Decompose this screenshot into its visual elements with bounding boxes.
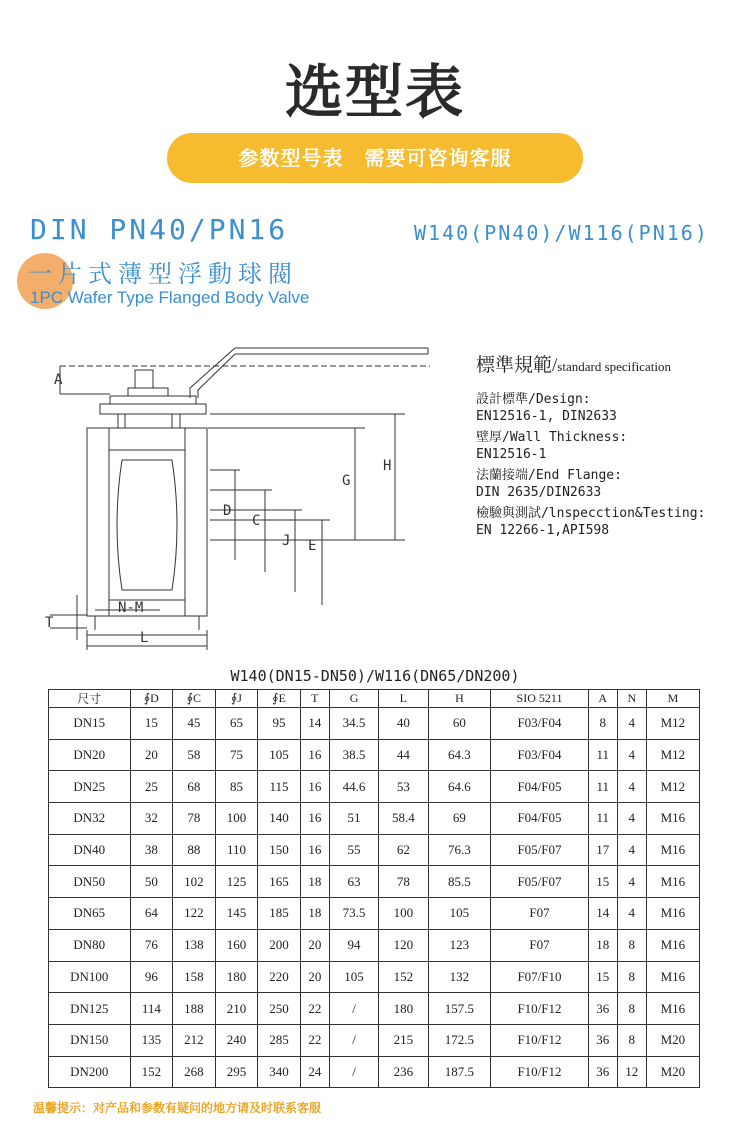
table-cell: 44.6 [329,771,378,803]
table-cell: 85 [215,771,258,803]
table-cell: 25 [130,771,173,803]
table-cell: F03/F04 [491,739,588,771]
table-cell: DN125 [49,993,131,1025]
table-cell: DN20 [49,739,131,771]
table-header-cell: T [300,690,329,708]
table-row [49,929,700,961]
table-cell: 122 [173,898,216,930]
table-header-cell: H [428,690,491,708]
table-cell: 152 [379,961,428,993]
table-cell: 187.5 [428,1056,491,1088]
table-cell: 20 [300,929,329,961]
table-row [49,993,700,1025]
table-cell: 4 [617,803,646,835]
table-cell: 53 [379,771,428,803]
table-cell: DN150 [49,1024,131,1056]
table-cell: 340 [258,1056,301,1088]
table-cell: 8 [617,961,646,993]
spec-label: 檢驗與測試/lnspecction&Testing: [476,506,706,521]
spec-item [476,429,746,463]
spec-value: EN12516-1, DIN2633 [476,409,617,424]
table-cell: 95 [258,708,301,740]
table-cell: 180 [215,961,258,993]
spec-item [476,391,746,425]
table-header-cell: ∮E [258,690,301,708]
table-cell: 210 [215,993,258,1025]
table-cell: 76.3 [428,834,491,866]
table-cell: / [329,1024,378,1056]
table-cell: 115 [258,771,301,803]
dim-label-d: D [223,503,232,519]
table-row [49,803,700,835]
table-cell: 12 [617,1056,646,1088]
dim-label-l: L [140,630,149,646]
table-cell: 16 [300,739,329,771]
table-cell: 4 [617,866,646,898]
table-cell: 16 [300,803,329,835]
table-cell: 8 [617,929,646,961]
dim-label-t: T [45,615,54,631]
table-cell: 152 [130,1056,173,1088]
table-header-cell: G [329,690,378,708]
table-cell: 4 [617,898,646,930]
table-cell: F04/F05 [491,803,588,835]
table-cell: 145 [215,898,258,930]
table-cell: 45 [173,708,216,740]
table-header-cell: N [617,690,646,708]
dim-label-h: H [383,458,392,474]
table-cell: 172.5 [428,1024,491,1056]
table-cell: 60 [428,708,491,740]
table-cell: 22 [300,1024,329,1056]
table-cell: 200 [258,929,301,961]
table-cell: 88 [173,834,216,866]
table-cell: 40 [379,708,428,740]
table-cell: DN25 [49,771,131,803]
table-cell: 4 [617,739,646,771]
spec-label: 法蘭接端/End Flange: [476,468,622,483]
table-row [49,1024,700,1056]
table-header-cell: 尺寸 [49,690,131,708]
table-cell: 132 [428,961,491,993]
table-cell: F03/F04 [491,708,588,740]
spec-item [476,467,746,501]
spec-value: EN 12266-1,API598 [476,523,610,538]
spec-label: 壁厚/Wall Thickness: [476,430,628,445]
table-cell: 64.3 [428,739,491,771]
table-cell: 158 [173,961,216,993]
table-cell: 11 [588,771,617,803]
table-cell: DN50 [49,866,131,898]
table-cell: 96 [130,961,173,993]
table-cell: 11 [588,739,617,771]
table-cell: / [329,1056,378,1088]
table-row [49,1056,700,1088]
table-cell: 64.6 [428,771,491,803]
table-cell: M12 [646,708,699,740]
standard-spec-panel [476,350,746,539]
table-cell: 38.5 [329,739,378,771]
dim-label-g: G [342,473,351,489]
table-cell: 100 [215,803,258,835]
table-cell: 94 [329,929,378,961]
spec-item [476,505,746,539]
dim-label-c: C [252,513,261,529]
table-cell: 114 [130,993,173,1025]
table-cell: 105 [428,898,491,930]
din-standard-heading: DIN PN40/PN16 [30,213,289,246]
table-cell: 38 [130,834,173,866]
table-cell: DN15 [49,708,131,740]
table-cell: 16 [300,771,329,803]
table-cell: M20 [646,1024,699,1056]
spec-title [476,350,746,377]
table-cell: 285 [258,1024,301,1056]
table-row [49,898,700,930]
table-header-cell: ∮C [173,690,216,708]
table-cell: 78 [379,866,428,898]
table-cell: F10/F12 [491,1024,588,1056]
table-cell: 4 [617,771,646,803]
table-header-cell: ∮J [215,690,258,708]
table-cell: DN65 [49,898,131,930]
table-cell: F10/F12 [491,993,588,1025]
table-cell: 75 [215,739,258,771]
table-row [49,961,700,993]
table-cell: 85.5 [428,866,491,898]
table-cell: 76 [130,929,173,961]
table-cell: 135 [130,1024,173,1056]
spec-value: EN12516-1 [476,447,547,462]
table-cell: 64 [130,898,173,930]
dim-label-a: A [54,372,63,388]
table-cell: 68 [173,771,216,803]
table-cell: 58.4 [379,803,428,835]
table-header-cell: M [646,690,699,708]
table-cell: 18 [300,898,329,930]
table-cell: 78 [173,803,216,835]
table-cell: 150 [258,834,301,866]
contact-banner: 参数型号表 需要可咨询客服 [167,133,583,183]
table-cell: 20 [300,961,329,993]
table-cell: 8 [588,708,617,740]
table-cell: 17 [588,834,617,866]
table-cell: DN32 [49,803,131,835]
table-cell: 220 [258,961,301,993]
table-cell: / [329,993,378,1025]
table-cell: 4 [617,834,646,866]
footer-note: 温馨提示：对产品和参数有疑问的地方请及时联系客服 [33,1101,322,1115]
table-cell: 15 [588,961,617,993]
table-row [49,739,700,771]
table-cell: 11 [588,803,617,835]
table-row [49,771,700,803]
table-cell: 268 [173,1056,216,1088]
table-cell: 8 [617,1024,646,1056]
table-cell: 215 [379,1024,428,1056]
valve-technical-drawing [40,340,440,660]
table-cell: F04/F05 [491,771,588,803]
dim-label-e: E [308,538,317,554]
table-cell: 14 [588,898,617,930]
table-cell: DN80 [49,929,131,961]
table-cell: 15 [588,866,617,898]
table-cell: 36 [588,1024,617,1056]
table-cell: 73.5 [329,898,378,930]
table-cell: 18 [588,929,617,961]
table-cell: M16 [646,834,699,866]
table-cell: 62 [379,834,428,866]
table-cell: 51 [329,803,378,835]
table-cell: 16 [300,834,329,866]
table-cell: M16 [646,961,699,993]
table-cell: 14 [300,708,329,740]
table-cell: 20 [130,739,173,771]
table-caption: W140(DN15-DN50)/W116(DN65/DN200) [230,667,520,685]
table-cell: 32 [130,803,173,835]
model-heading: W140(PN40)/W116(PN16) [414,221,709,245]
table-cell: 188 [173,993,216,1025]
table-cell: M16 [646,929,699,961]
table-cell: M16 [646,898,699,930]
table-cell: 138 [173,929,216,961]
table-cell: 180 [379,993,428,1025]
table-cell: F10/F12 [491,1056,588,1088]
table-cell: DN100 [49,961,131,993]
table-cell: 240 [215,1024,258,1056]
table-cell: F07 [491,898,588,930]
table-header-cell: A [588,690,617,708]
table-cell: 250 [258,993,301,1025]
table-cell: 50 [130,866,173,898]
table-cell: DN40 [49,834,131,866]
table-cell: F07/F10 [491,961,588,993]
table-header-cell: L [379,690,428,708]
spec-title-en: standard specification [557,359,671,374]
product-name-cn: 一片式薄型浮動球閥 [28,260,298,288]
table-cell: 55 [329,834,378,866]
table-row [49,708,700,740]
table-cell: 100 [379,898,428,930]
product-name-en: 1PC Wafer Type Flanged Body Valve [30,288,310,307]
table-cell: 165 [258,866,301,898]
table-cell: 44 [379,739,428,771]
table-cell: 185 [258,898,301,930]
table-cell: M12 [646,771,699,803]
table-cell: M16 [646,803,699,835]
table-cell: 140 [258,803,301,835]
page-title: 选型表 [284,58,465,126]
dim-label-j: J [282,533,291,549]
table-cell: M20 [646,1056,699,1088]
table-header-cell: SIO 5211 [491,690,588,708]
table-cell: M12 [646,739,699,771]
table-cell: F07 [491,929,588,961]
table-cell: 105 [329,961,378,993]
table-cell: 157.5 [428,993,491,1025]
dim-label-nm: N-M [118,600,144,616]
table-cell: 212 [173,1024,216,1056]
table-cell: 24 [300,1056,329,1088]
table-cell: 110 [215,834,258,866]
table-cell: 4 [617,708,646,740]
table-cell: 105 [258,739,301,771]
table-row [49,866,700,898]
table-cell: 69 [428,803,491,835]
table-row [49,834,700,866]
table-cell: DN200 [49,1056,131,1088]
table-cell: 102 [173,866,216,898]
table-cell: 18 [300,866,329,898]
table-cell: 123 [428,929,491,961]
table-cell: M16 [646,993,699,1025]
table-cell: 15 [130,708,173,740]
table-cell: M16 [646,866,699,898]
spec-label: 設計標準/Design: [476,392,591,407]
dimension-table [48,689,700,1088]
spec-title-cn: 標準規範/ [476,355,558,376]
table-cell: 36 [588,1056,617,1088]
table-cell: 58 [173,739,216,771]
table-cell: 125 [215,866,258,898]
table-cell: 36 [588,993,617,1025]
table-cell: 160 [215,929,258,961]
spec-value: DIN 2635/DIN2633 [476,485,602,500]
table-cell: 34.5 [329,708,378,740]
table-cell: 22 [300,993,329,1025]
table-cell: 63 [329,866,378,898]
table-cell: F05/F07 [491,866,588,898]
table-cell: 120 [379,929,428,961]
table-cell: 236 [379,1056,428,1088]
table-cell: 8 [617,993,646,1025]
table-header-row [49,690,700,708]
table-cell: F05/F07 [491,834,588,866]
table-header-cell: ∮D [130,690,173,708]
table-cell: 65 [215,708,258,740]
table-cell: 295 [215,1056,258,1088]
